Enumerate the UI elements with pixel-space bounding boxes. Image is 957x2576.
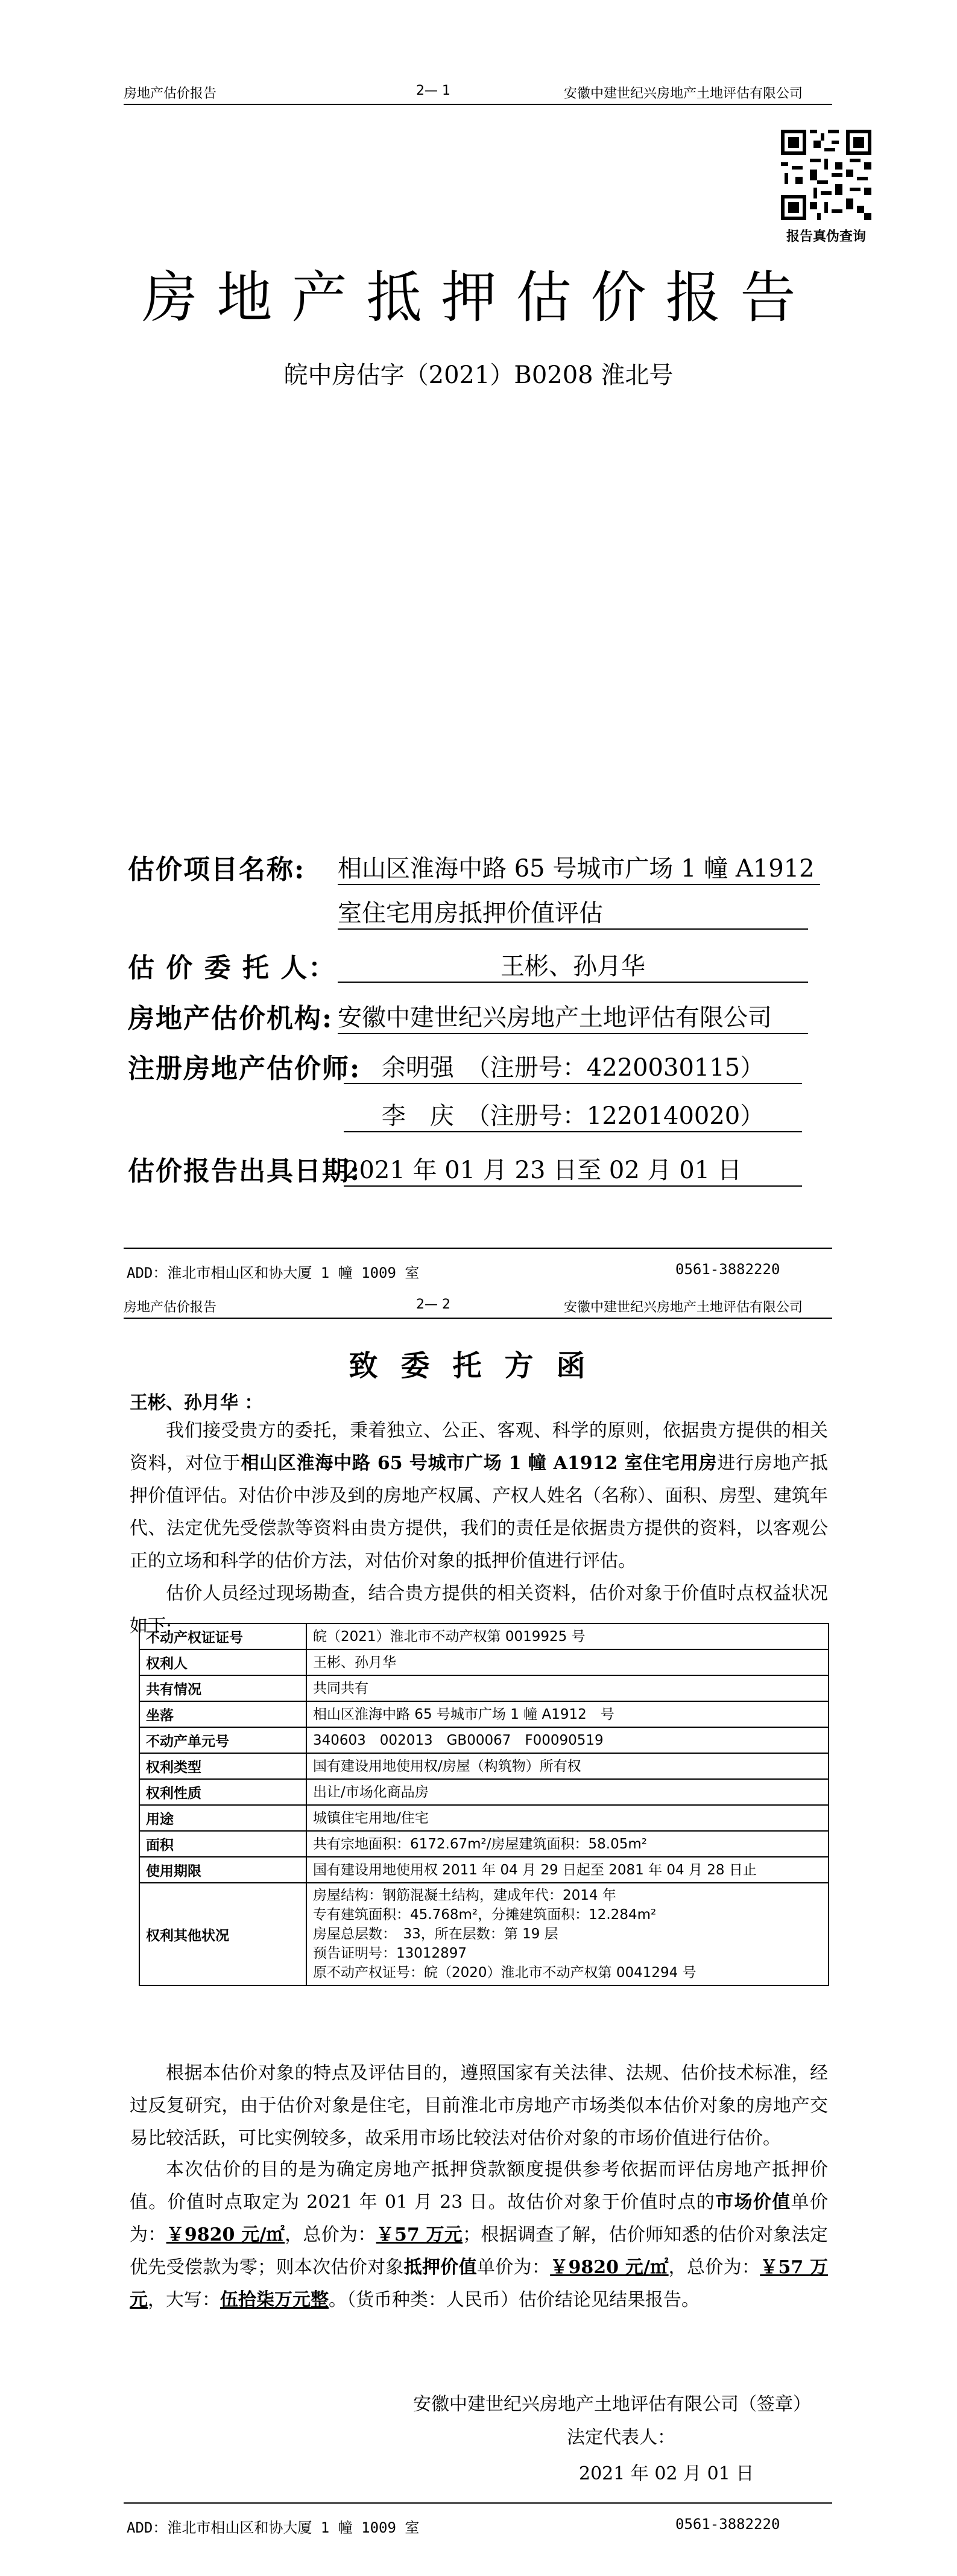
table-row [139,1831,829,1857]
table-row [139,1857,829,1883]
table-row [139,1753,829,1779]
client-label: 估 价 委 托 人： [128,953,336,983]
other-status-line: 专有建筑面积：45.768m²，分摊建筑面积：12.284m² [313,1907,657,1923]
table-key: 不动产单元号 [139,1727,306,1753]
page2-footer-phone: 0561-3882220 [675,2516,780,2533]
table-key: 使用期限 [139,1857,306,1883]
table-row [139,1779,829,1805]
project-label: 估价项目名称: [128,854,306,885]
other-status-line: 预告证明号：13012897 [313,1946,467,1961]
appraiser-1: 余明强 （注册号：4220030115） [344,1048,802,1084]
table-value: 相山区淮海中路 65 号城市广场 1 幢 A1912 号 [306,1701,829,1727]
table-row [139,1701,829,1727]
page1-header-rule [124,104,832,105]
table-key: 权利其他状况 [139,1883,306,1985]
table-key: 权利性质 [139,1779,306,1805]
letter-paragraph-1: 我们接受贵方的委托，秉着独立、公正、客观、科学的原则，依据贵方提供的相关资料，对位于相山区淮海中路 65 号城市广场 1 幢 A1912 室住宅用房进行房地产抵押价值评估。对估价中涉及到的房地产权属、产权人姓名（名称）、面积、房型、建筑年代、法定优先受偿款等资料由贵方提供，我们的责任是依据贵方提供的资料，以客观公正的立场和科学的估价方法，对估价对象的抵押价值进行评估。 [130,1420,829,1572]
table-value: 共有宗地面积：6172.67m²/房屋建筑面积：58.05m² [306,1831,829,1857]
table-value: 出让/市场化商品房 [306,1779,829,1805]
table-row [139,1727,829,1753]
table-key: 不动产权证证号 [139,1623,306,1649]
table-row [139,1883,829,1985]
document-number: 皖中房估字（2021）B0208 淮北号 [283,361,674,389]
table-key: 面积 [139,1831,306,1857]
page1-header-page-number: 2— 1 [416,83,450,98]
table-value: 王彬、孙月华 [306,1649,829,1675]
page1-footer-phone: 0561-3882220 [675,1261,780,1278]
table-key: 用途 [139,1805,306,1831]
table-key: 共有情况 [139,1675,306,1701]
signature-company: 安徽中建世纪兴房地产土地评估有限公司（签章） [413,2394,811,2415]
other-status-line: 原不动产权证号：皖（2020）淮北市不动产权第 0041294 号 [313,1965,696,1981]
table-value-other [306,1883,829,1985]
page1-header-left: 房地产估价报告 [124,86,217,101]
report-title: 房地产抵押估价报告 [142,265,815,330]
table-row [139,1649,829,1675]
letter-paragraph-3: 根据本估价对象的特点及评估目的，遵照国家有关法律、法规、估价技术标准，经过反复研究，由于估价对象是住宅，目前淮北市房地产市场类似本估价对象的房地产交易比较活跃，可比实例较多，故采用市场比较法对估价对象的市场价值进行估价。 [130,2063,828,2149]
date-label: 估价报告出具日期: [128,1156,361,1187]
agency-value: 安徽中建世纪兴房地产土地评估有限公司 [338,998,808,1034]
appraiser-2: 李 庆 （注册号：1220140020） [344,1097,802,1132]
client-value: 王彬、孙月华 [338,947,808,983]
table-row [139,1623,829,1649]
page2-header-right: 安徽中建世纪兴房地产土地评估有限公司 [564,1300,803,1315]
signature-date: 2021 年 02 月 01 日 [579,2463,754,2484]
table-value: 共同共有 [306,1675,829,1701]
page2-header-page-number: 2— 2 [416,1297,450,1312]
project-line2: 室住宅用房抵押价值评估 [338,894,808,930]
letter-paragraph-4: 本次估价的目的是为确定房地产抵押贷款额度提供参考依据而评估房地产抵押价值。价值时点取定为 2021 年 01 月 23 日。故估价对象于价值时点的市场价值单价为：￥9820 元/㎡，总价为：￥57 万元；根据调查了解，估价师知悉的估价对象法定优先受偿款为零；则本次估价对象抵押价值单价为：￥9820 元/㎡，总价为：￥57 万元，大写：伍拾柒万元整。（货币种类：人民币）估价结论见结果报告。 [130,2159,829,2311]
page1-footer-address: ADD：淮北市相山区和协大厦 1 幢 1009 室 [127,1264,420,1281]
page1-footer-rule [124,1248,832,1249]
letter-addressee: 王彬、孙月华 ： [130,1392,263,1413]
qr-caption: 报告真伪查询 [786,229,866,244]
project-line1: 相山区淮海中路 65 号城市广场 1 幢 A1912 [338,849,820,885]
table-value: 国有建设用地使用权/房屋（构筑物）所有权 [306,1753,829,1779]
page2-header-rule [124,1318,832,1319]
qr-code-icon [781,130,871,220]
table-key: 权利类型 [139,1753,306,1779]
table-value: 皖（2021）淮北市不动产权第 0019925 号 [306,1623,829,1649]
letter-paragraph-2: 估价人员经过现场勘查，结合贵方提供的相关资料，估价对象于价值时点权益状况如下: [130,1583,828,1637]
table-value: 340603 002013 GB00067 F00090519 [306,1727,829,1753]
appraiser-label: 注册房地产估价师: [128,1053,361,1084]
letter-title: 致委托方函 [349,1349,608,1383]
page2-header-left: 房地产估价报告 [124,1300,217,1315]
table-row [139,1805,829,1831]
other-status-line: 房屋总层数： 33，所在层数：第 19 层 [313,1926,558,1942]
property-rights-table [139,1623,829,1986]
signature-legal-representative: 法定代表人： [567,2427,675,2448]
date-value: 2021 年 01 月 23 日至 02 月 01 日 [344,1151,802,1187]
table-value: 国有建设用地使用权 2011 年 04 月 29 日起至 2081 年 04 月 28 日止 [306,1857,829,1883]
table-key: 坐落 [139,1701,306,1727]
table-row [139,1675,829,1701]
page2-footer-address: ADD：淮北市相山区和协大厦 1 幢 1009 室 [127,2519,420,2536]
table-value: 城镇住宅用地/住宅 [306,1805,829,1831]
table-key: 权利人 [139,1649,306,1675]
other-status-line: 房屋结构：钢筋混凝土结构，建成年代：2014 年 [313,1888,616,1903]
page2-footer-rule [124,2502,832,2504]
agency-label: 房地产估价机构: [128,1003,333,1034]
page1-header-right: 安徽中建世纪兴房地产土地评估有限公司 [564,86,803,101]
